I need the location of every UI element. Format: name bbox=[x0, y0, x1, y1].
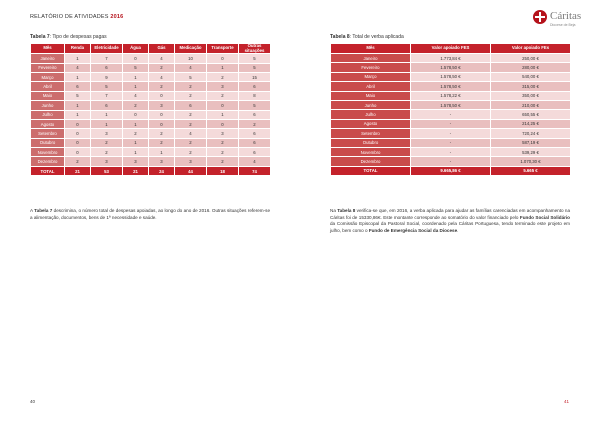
table8-caption: Tabela 8: Total de verba aplicada bbox=[330, 34, 404, 40]
value-cell: 2 bbox=[91, 138, 123, 147]
value-cell: - bbox=[411, 119, 491, 128]
value-cell: 6 bbox=[239, 138, 271, 147]
report-title: RELATÓRIO DE ATIVIDADES bbox=[30, 14, 109, 20]
value-cell: 0 bbox=[149, 110, 175, 119]
value-cell: - bbox=[411, 147, 491, 156]
value-cell: 587,19 € bbox=[491, 138, 571, 147]
value-cell: 4 bbox=[123, 91, 149, 100]
column-header: Valor apoiado FEs bbox=[491, 44, 571, 54]
table-row bbox=[331, 82, 571, 91]
month-cell: Agosto bbox=[31, 119, 65, 128]
value-cell: 5 bbox=[123, 63, 149, 72]
column-header: Eletricidade bbox=[91, 44, 123, 54]
total-cell: 74 bbox=[239, 166, 271, 175]
value-cell: 1 bbox=[91, 110, 123, 119]
total-cell: 53 bbox=[91, 166, 123, 175]
table-row bbox=[31, 138, 271, 147]
value-cell: 0 bbox=[65, 148, 91, 157]
value-cell: 0 bbox=[207, 119, 239, 128]
value-cell: 4 bbox=[175, 63, 207, 72]
table-row bbox=[331, 100, 571, 109]
value-cell: 5 bbox=[91, 82, 123, 91]
total-cell: 44 bbox=[175, 166, 207, 175]
table-row bbox=[331, 91, 571, 100]
value-cell: 1 bbox=[149, 148, 175, 157]
value-cell: 15 bbox=[239, 72, 271, 81]
value-cell: 4 bbox=[149, 72, 175, 81]
value-cell: 1 bbox=[123, 72, 149, 81]
value-cell: 2 bbox=[207, 148, 239, 157]
value-cell: 250,00 € bbox=[491, 54, 571, 63]
value-cell: 5 bbox=[175, 72, 207, 81]
left-paragraph: A Tabela 7 descrimina, o número total de despesas apoiadas, ao longo do ano de 2016. Outras situações referem-se a alimentação, documentos, bens de 1ª necessidade e saúde. bbox=[30, 208, 270, 220]
month-cell: Março bbox=[31, 72, 65, 81]
value-cell: 1 bbox=[65, 54, 91, 63]
month-cell: Outubro bbox=[331, 138, 411, 147]
value-cell: 3 bbox=[149, 157, 175, 166]
month-cell: Março bbox=[331, 72, 411, 81]
table-row bbox=[331, 110, 571, 119]
table-row bbox=[31, 63, 271, 72]
value-cell: 0 bbox=[149, 91, 175, 100]
value-cell: 2 bbox=[175, 119, 207, 128]
value-cell: 6 bbox=[175, 101, 207, 110]
value-cell: 539,29 € bbox=[491, 147, 571, 156]
month-cell: Janeiro bbox=[331, 54, 411, 63]
value-cell: 2 bbox=[123, 101, 149, 110]
table-row bbox=[331, 147, 571, 156]
column-header: Medicação bbox=[175, 44, 207, 54]
report-year: 2016 bbox=[110, 14, 124, 20]
total-row bbox=[31, 166, 271, 175]
table-row bbox=[31, 110, 271, 119]
value-cell: 2 bbox=[207, 72, 239, 81]
value-cell: 1 bbox=[123, 82, 149, 91]
value-cell: 280,00 € bbox=[491, 63, 571, 72]
value-cell: 1 bbox=[123, 138, 149, 147]
value-cell: 2 bbox=[123, 129, 149, 138]
month-cell: Junho bbox=[31, 101, 65, 110]
column-header: Valor apoiado FES bbox=[411, 44, 491, 54]
value-cell: 210,00 € bbox=[491, 100, 571, 109]
value-cell: 4 bbox=[175, 129, 207, 138]
value-cell: 0 bbox=[65, 129, 91, 138]
table-row bbox=[31, 72, 271, 81]
month-cell: Abril bbox=[31, 82, 65, 91]
value-cell: 3 bbox=[207, 82, 239, 91]
value-cell: 7 bbox=[91, 54, 123, 63]
value-cell: 2 bbox=[149, 138, 175, 147]
value-cell: 0 bbox=[65, 119, 91, 128]
value-cell: - bbox=[411, 138, 491, 147]
value-cell: 2 bbox=[175, 82, 207, 91]
value-cell: 1 bbox=[65, 110, 91, 119]
month-cell: Novembro bbox=[331, 147, 411, 156]
month-cell: Julho bbox=[331, 110, 411, 119]
column-header: Mês bbox=[331, 44, 411, 54]
value-cell: 3 bbox=[91, 157, 123, 166]
table-header-row bbox=[331, 44, 571, 54]
month-cell: Dezembro bbox=[331, 157, 411, 166]
column-header: Gás bbox=[149, 44, 175, 54]
value-cell: 6 bbox=[239, 148, 271, 157]
table-row bbox=[331, 72, 571, 81]
value-cell: 5 bbox=[239, 101, 271, 110]
value-cell: 5 bbox=[239, 63, 271, 72]
value-cell: 1.578,50 € bbox=[411, 82, 491, 91]
value-cell: 6 bbox=[239, 110, 271, 119]
report-header bbox=[30, 14, 123, 20]
value-cell: 0 bbox=[123, 110, 149, 119]
value-cell: 2 bbox=[175, 138, 207, 147]
value-cell: 1.773,84 € bbox=[411, 54, 491, 63]
table-row bbox=[331, 63, 571, 72]
value-cell: 1 bbox=[123, 148, 149, 157]
table7-caption: Tabela 7: Tipo de despesas pagas bbox=[30, 34, 107, 40]
table-row bbox=[31, 82, 271, 91]
column-header: Transporte bbox=[207, 44, 239, 54]
month-cell: Maio bbox=[331, 91, 411, 100]
value-cell: 3 bbox=[175, 157, 207, 166]
value-cell: 6 bbox=[65, 82, 91, 91]
value-cell: 2 bbox=[207, 91, 239, 100]
value-cell: 720,24 € bbox=[491, 129, 571, 138]
value-cell: 1 bbox=[123, 119, 149, 128]
table-row bbox=[31, 157, 271, 166]
value-cell: 2 bbox=[207, 157, 239, 166]
value-cell: 1.578,22 € bbox=[411, 91, 491, 100]
left-page-number: 40 bbox=[30, 399, 36, 404]
value-cell: 2 bbox=[149, 82, 175, 91]
value-cell: 3 bbox=[91, 129, 123, 138]
value-cell: 0 bbox=[123, 54, 149, 63]
expenses-table bbox=[30, 43, 271, 176]
value-cell: 3 bbox=[149, 101, 175, 110]
value-cell: 5 bbox=[239, 54, 271, 63]
value-cell: 4 bbox=[239, 157, 271, 166]
value-cell: 6 bbox=[239, 129, 271, 138]
value-cell: 0 bbox=[207, 101, 239, 110]
table-row bbox=[331, 157, 571, 166]
value-cell: 1.070,30 € bbox=[491, 157, 571, 166]
month-cell: Setembro bbox=[331, 129, 411, 138]
table-row bbox=[31, 101, 271, 110]
value-cell: 3 bbox=[123, 157, 149, 166]
total-cell: 24 bbox=[149, 166, 175, 175]
value-cell: - bbox=[411, 157, 491, 166]
value-cell: 650,55 € bbox=[491, 110, 571, 119]
month-cell: Abril bbox=[331, 82, 411, 91]
month-cell: Maio bbox=[31, 91, 65, 100]
value-cell: - bbox=[411, 129, 491, 138]
table-row bbox=[331, 54, 571, 63]
table-row bbox=[31, 148, 271, 157]
value-cell: 4 bbox=[149, 54, 175, 63]
value-cell: 315,00 € bbox=[491, 82, 571, 91]
total-cell: 9.665,86 € bbox=[411, 166, 491, 175]
total-label: TOTAL bbox=[31, 166, 65, 175]
table-row bbox=[31, 54, 271, 63]
column-header: Água bbox=[123, 44, 149, 54]
total-cell: 21 bbox=[65, 166, 91, 175]
value-cell: 10 bbox=[175, 54, 207, 63]
value-cell: 1 bbox=[65, 72, 91, 81]
month-cell: Fevereiro bbox=[331, 63, 411, 72]
month-cell: Setembro bbox=[31, 129, 65, 138]
month-cell: Junho bbox=[331, 100, 411, 109]
month-cell: Dezembro bbox=[31, 157, 65, 166]
column-header: Outras situações bbox=[239, 44, 271, 54]
month-cell: Agosto bbox=[331, 119, 411, 128]
month-cell: Outubro bbox=[31, 138, 65, 147]
total-row bbox=[331, 166, 571, 175]
value-cell: 2 bbox=[149, 129, 175, 138]
column-header: Mês bbox=[31, 44, 65, 54]
table-header-row bbox=[31, 44, 271, 54]
cross-icon bbox=[533, 10, 547, 24]
value-cell: 1.578,50 € bbox=[411, 100, 491, 109]
month-cell: Julho bbox=[31, 110, 65, 119]
value-cell: 6 bbox=[239, 82, 271, 91]
table-row bbox=[31, 129, 271, 138]
value-cell: 2 bbox=[65, 157, 91, 166]
table-row bbox=[331, 129, 571, 138]
value-cell: 2 bbox=[175, 110, 207, 119]
right-paragraph: Na Tabela 8 verifica-se que, em 2016, a verba aplicada para ajudar as famílias carenciadas em acompanhamento na Cáritas foi de 15330,86€. Este montante corresponde ao somatório do valor financiado pelo Fundo Social Solidário da Comissão Episcopal da Pastoral Social, coordenado pela Cáritas Portuguesa, tendo terminado este projeto em julho, bem como o Fundo de Emergência Social da Diocese. bbox=[330, 208, 570, 233]
value-cell: 350,00 € bbox=[491, 91, 571, 100]
right-page-number: 41 bbox=[564, 399, 570, 404]
value-cell: 0 bbox=[207, 54, 239, 63]
table-row bbox=[31, 91, 271, 100]
value-cell: 6 bbox=[91, 63, 123, 72]
value-cell: 0 bbox=[65, 138, 91, 147]
logo-subtitle: Diocese de Beja bbox=[550, 23, 576, 27]
month-cell: Fevereiro bbox=[31, 63, 65, 72]
column-header: Renda bbox=[65, 44, 91, 54]
value-cell: 1 bbox=[91, 119, 123, 128]
value-cell: 4 bbox=[65, 63, 91, 72]
value-cell: 1.578,50 € bbox=[411, 63, 491, 72]
value-cell: 1 bbox=[207, 110, 239, 119]
total-label: TOTAL bbox=[331, 166, 411, 175]
value-cell: - bbox=[411, 110, 491, 119]
value-cell: 2 bbox=[239, 119, 271, 128]
value-cell: 1 bbox=[207, 63, 239, 72]
value-cell: 214,25 € bbox=[491, 119, 571, 128]
month-cell: Novembro bbox=[31, 148, 65, 157]
funds-table bbox=[330, 43, 571, 176]
value-cell: 0 bbox=[149, 119, 175, 128]
table-row bbox=[31, 119, 271, 128]
value-cell: 2 bbox=[175, 148, 207, 157]
value-cell: 2 bbox=[207, 138, 239, 147]
logo-name: Cáritas bbox=[550, 10, 582, 22]
value-cell: 7 bbox=[91, 91, 123, 100]
value-cell: 6 bbox=[91, 101, 123, 110]
table-row bbox=[331, 138, 571, 147]
value-cell: 2 bbox=[91, 148, 123, 157]
month-cell: Janeiro bbox=[31, 54, 65, 63]
total-cell: 21 bbox=[123, 166, 149, 175]
total-cell: 18 bbox=[207, 166, 239, 175]
value-cell: 540,00 € bbox=[491, 72, 571, 81]
value-cell: 1 bbox=[65, 101, 91, 110]
value-cell: 1.578,50 € bbox=[411, 72, 491, 81]
value-cell: 2 bbox=[149, 63, 175, 72]
total-cell: 5.665 € bbox=[491, 166, 571, 175]
table-row bbox=[331, 119, 571, 128]
value-cell: 8 bbox=[239, 91, 271, 100]
value-cell: 5 bbox=[65, 91, 91, 100]
value-cell: 2 bbox=[175, 91, 207, 100]
value-cell: 3 bbox=[207, 129, 239, 138]
caritas-logo bbox=[533, 8, 591, 32]
value-cell: 9 bbox=[91, 72, 123, 81]
